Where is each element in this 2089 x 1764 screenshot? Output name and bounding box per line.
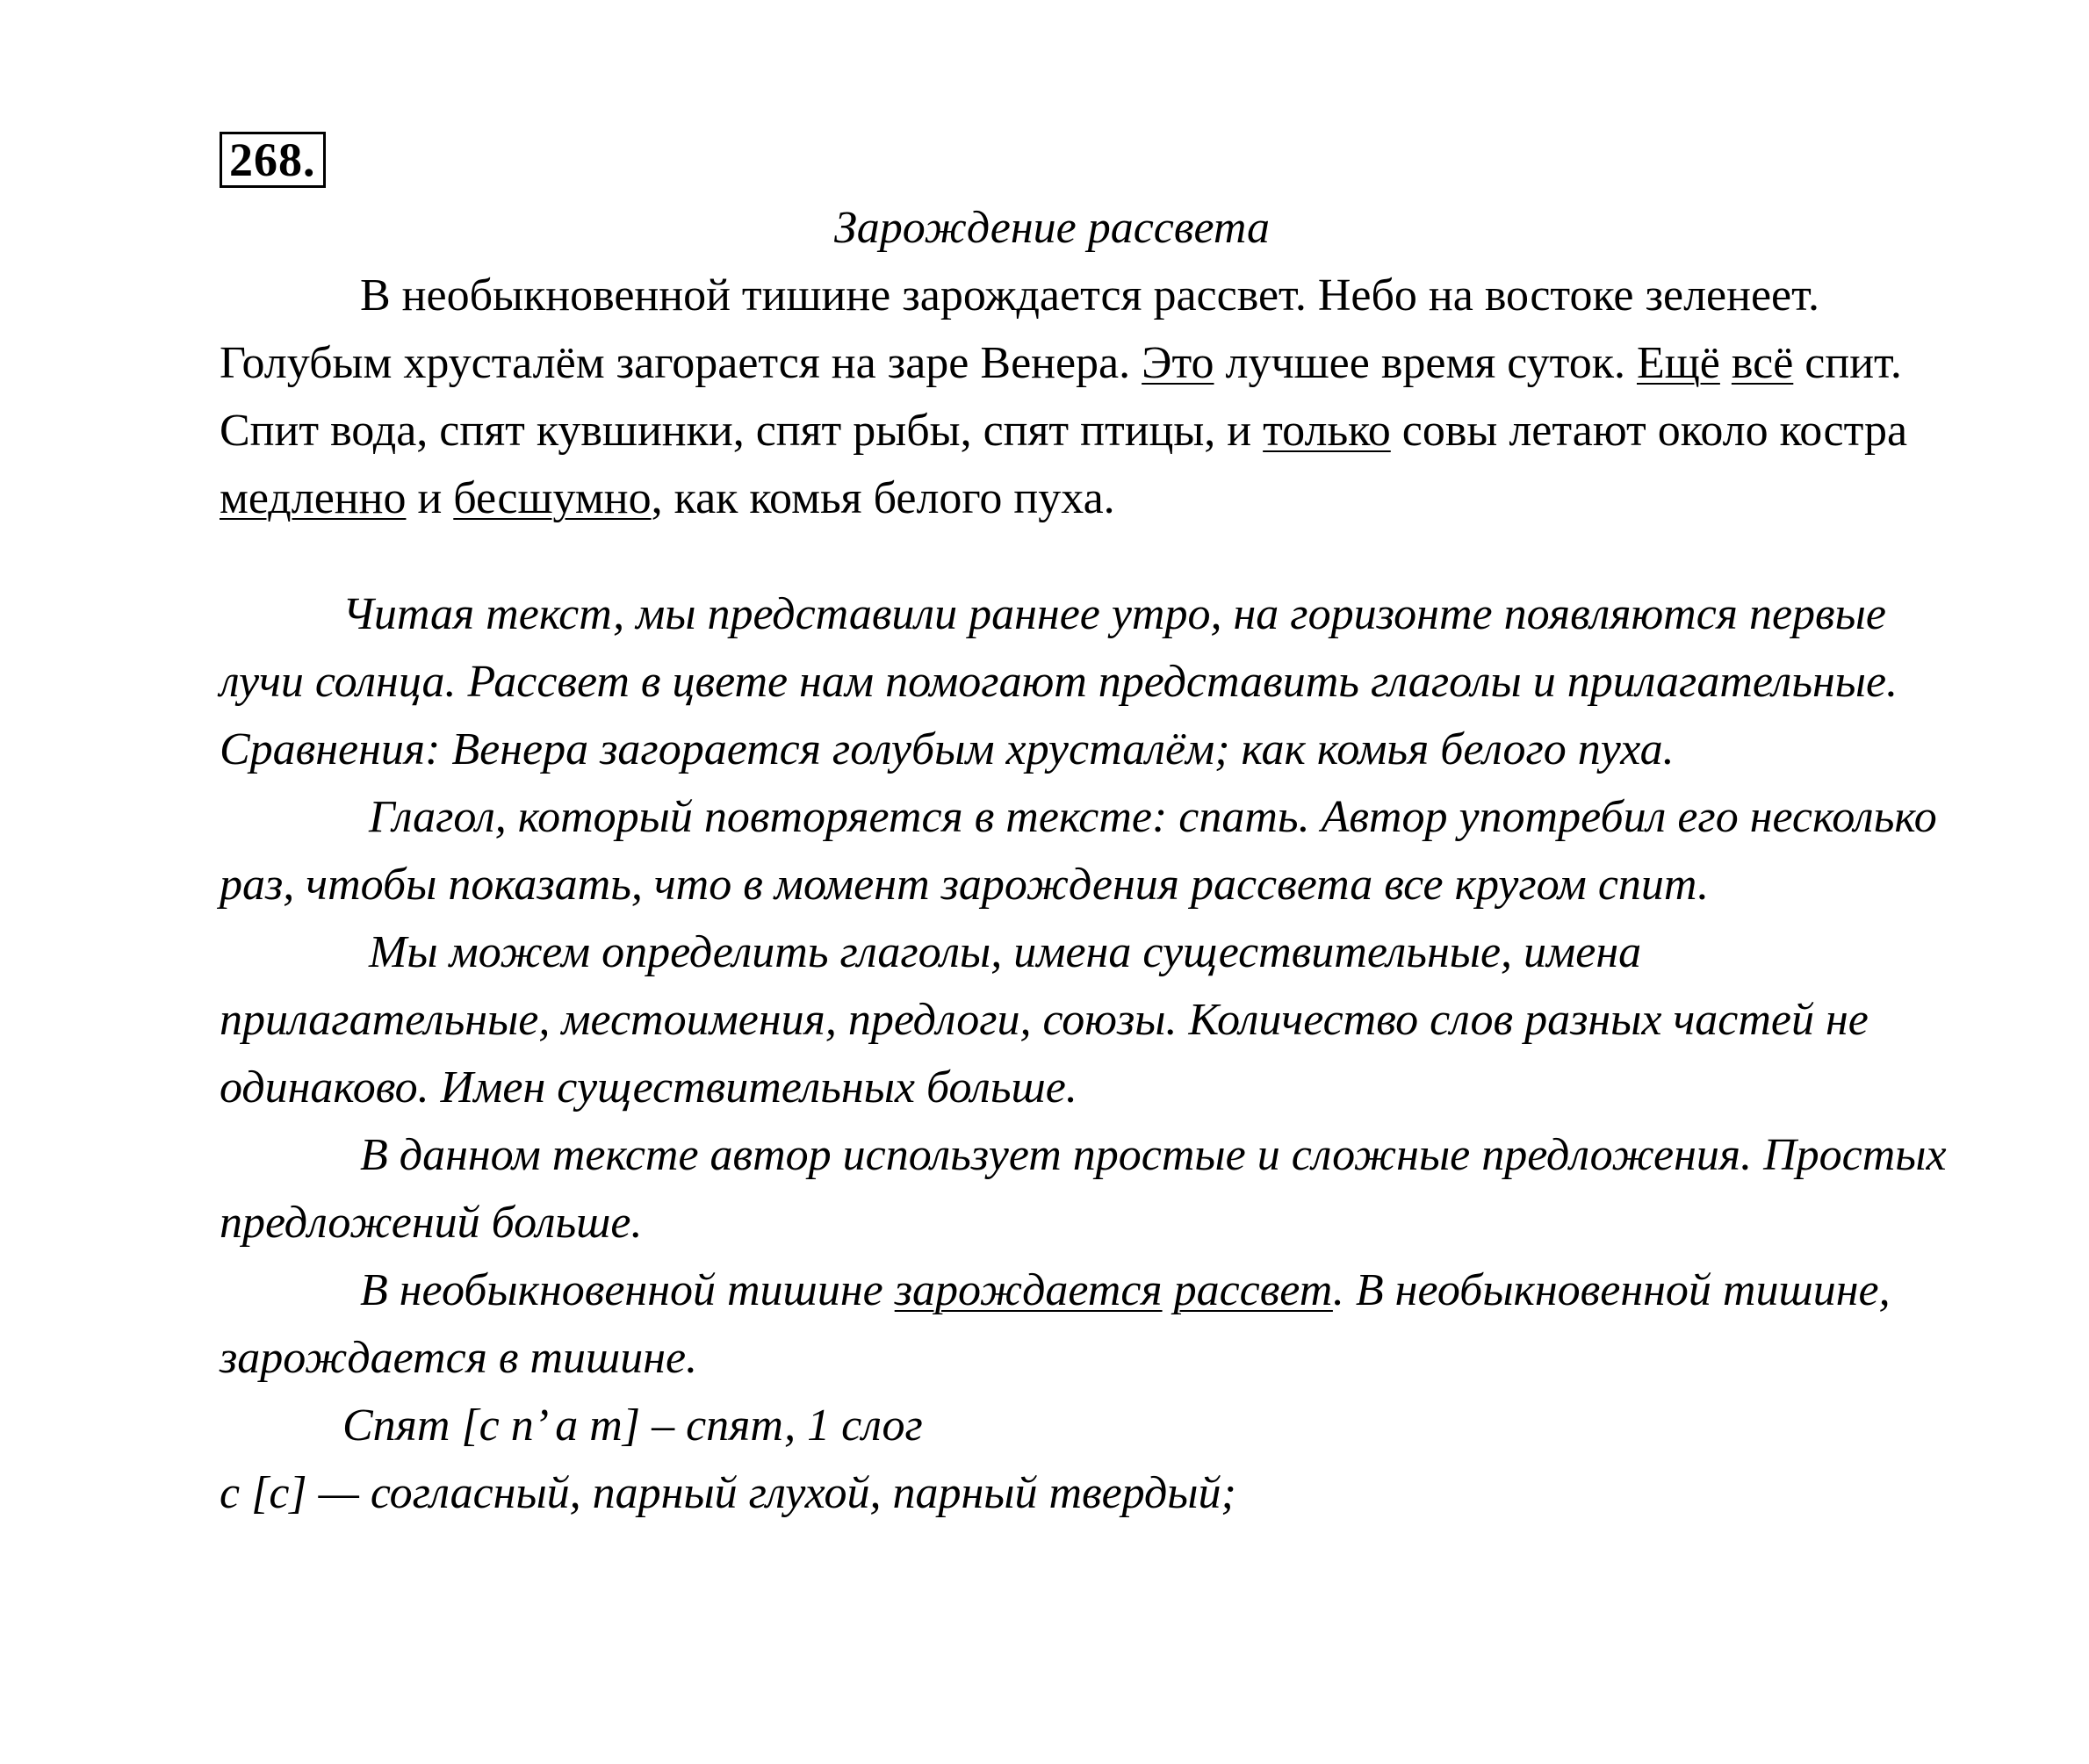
- text-segment: совы летают около костра: [1390, 406, 1908, 456]
- underlined-word: только: [1263, 406, 1391, 456]
- text-segment: , как комья белого пуха.: [651, 473, 1115, 523]
- underlined-word: всё: [1731, 338, 1794, 388]
- text-segment: . В необыкновенной тишине, зарождается в тишине.: [220, 1265, 1891, 1383]
- underlined-word: медленно: [220, 473, 407, 523]
- text-segment: В необыкновенной тишине: [360, 1265, 895, 1315]
- text-title: Зарождение рассвета: [834, 203, 1271, 253]
- answer-paragraph-1: Читая текст, мы представили раннее утро, на горизонте появляются первые лучи солнца. Рассвет в цвете нам помогают представить глаголы и прилагательные. Сравнения: Венера загорается голубым хрусталём; как комья белого пуха.: [220, 589, 1898, 774]
- answer-paragraph-2: Глагол, который повторяется в тексте: спать. Автор употребил его несколько раз, чтобы показать, что в момент зарождения рассвета все кругом спит.: [220, 792, 1937, 910]
- phonetic-analysis-line: Спят [с п’ а т] – спят, 1 слог: [342, 1400, 923, 1451]
- underlined-word: рассвет: [1173, 1265, 1333, 1315]
- phonetic-analysis-line: с [с] — согласный, парный глухой, парный твердый;: [220, 1468, 1236, 1518]
- underlined-word: Это: [1142, 338, 1214, 388]
- answer-paragraph-4: В данном тексте автор использует простые и сложные предложения. Простых предложений больше.: [220, 1130, 1947, 1248]
- text-segment: [1163, 1265, 1174, 1315]
- spacer: [220, 532, 1976, 580]
- text-segment: [1720, 338, 1732, 388]
- underlined-word: бесшумно: [453, 473, 652, 523]
- underlined-word: Ещё: [1636, 338, 1720, 388]
- answer-paragraph-3: Мы можем определить глаголы, имена существительные, имена прилагательные, местоимения, предлоги, союзы. Количество слов разных частей не одинаково. Имен существительных больше.: [220, 927, 1869, 1112]
- exercise-number: 268.: [220, 132, 326, 188]
- text-segment: и: [406, 473, 454, 523]
- text-segment: В необыкновенной тишине зарождается рассвет. Небо на востоке зеленеет. Голубым хрусталём загорается на заре Венера.: [220, 270, 1819, 388]
- text-segment: лучшее время суток.: [1214, 338, 1637, 388]
- underlined-word: зарождается: [894, 1265, 1163, 1315]
- source-text: [220, 262, 1976, 532]
- text-segment: спит. Спит вода, спят кувшинки, спят рыбы, спят птицы, и: [220, 338, 1902, 456]
- answer-paragraph-5: [220, 1256, 1976, 1392]
- exercise-page: [220, 132, 1976, 1527]
